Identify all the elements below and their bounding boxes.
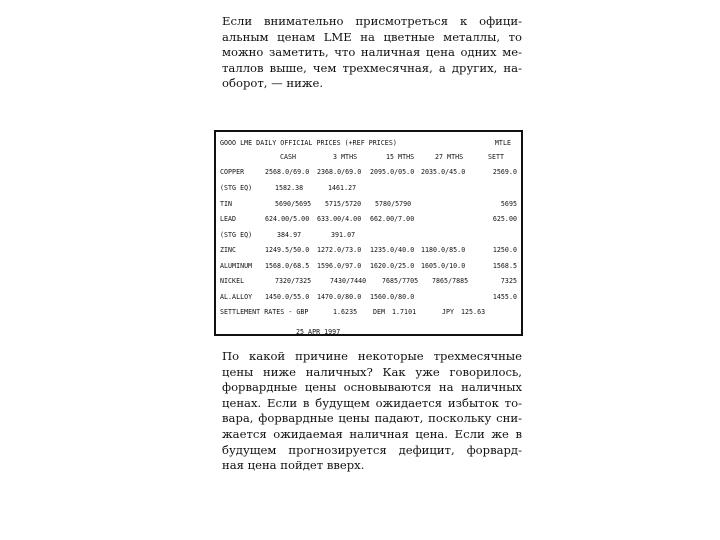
27mths-value: 7865/7885	[432, 277, 469, 285]
text-line: таллов выше, чем трехмесячная, а других, на-	[222, 60, 522, 75]
3mths-value: 7430/7440	[330, 277, 367, 285]
table-row	[220, 199, 517, 210]
row-label: (STG EQ)	[220, 184, 253, 192]
text-line: вара, форвардные цены падают, поскольку сни-	[222, 411, 522, 426]
row-label: LEAD	[220, 215, 237, 223]
table-row	[220, 230, 517, 241]
sett-value: 1455.0	[492, 293, 517, 301]
15mths-value: 1620.0/25.0	[370, 262, 415, 270]
row-label: ZINC	[220, 246, 237, 254]
cash-value: 1582.38	[275, 184, 304, 192]
3mths-value: 391.07	[331, 231, 356, 239]
text-line: ная цена пойдет вверх.	[222, 458, 365, 473]
text-line: альным ценам LME на цветные металлы, то	[222, 29, 522, 44]
sett-value: 5695	[500, 200, 517, 208]
sett-value: 1568.5	[492, 262, 517, 270]
table-row	[220, 276, 517, 287]
27mths-value: 2035.0/45.0	[421, 168, 466, 176]
cash-value: 384.97	[277, 231, 302, 239]
terminal-date-row	[220, 327, 517, 338]
column-header-15mths: 15 MTHS	[386, 153, 415, 161]
15mths-value: 662.00/7.00	[370, 215, 415, 223]
sett-value: 7325	[500, 277, 517, 285]
row-label: ALUMINUM	[220, 262, 253, 270]
text-line: будущем прогнозируется дефицит, форвард-	[222, 442, 522, 457]
row-label: AL.ALLOY	[220, 293, 253, 301]
text-line: форвардные цены основываются на наличных	[222, 380, 522, 395]
text-line: оборот, — ниже.	[222, 76, 324, 91]
dem-label: DEM	[373, 308, 386, 316]
cash-value: 624.00/5.00	[265, 215, 310, 223]
table-row	[220, 245, 517, 256]
table-row	[220, 261, 517, 272]
15mths-value: 5780/5790	[375, 200, 412, 208]
27mths-value: 1605.0/10.0	[421, 262, 466, 270]
row-label: COPPER	[220, 168, 245, 176]
3mths-value: 1461.27	[328, 184, 357, 192]
row-label: NICKEL	[220, 277, 245, 285]
3mths-value: 1272.0/73.0	[317, 246, 362, 254]
lme-prices-terminal-screen	[214, 130, 523, 336]
jpy-rate: 125.63	[461, 308, 486, 316]
cash-value: 7320/7325	[275, 277, 312, 285]
dem-rate: 1.7101	[392, 308, 417, 316]
text-line: цены ниже наличных? Как уже говорилось,	[222, 364, 522, 379]
column-header-cash: CASH	[280, 153, 297, 161]
sett-value: 1250.0	[492, 246, 517, 254]
3mths-value: 1470.0/80.0	[317, 293, 362, 301]
terminal-title-row	[220, 138, 517, 149]
3mths-value: 633.00/4.00	[317, 215, 362, 223]
cash-value: 2568.0/69.0	[265, 168, 310, 176]
text-line: жается ожидаемая наличная цена. Если же в	[222, 426, 522, 441]
jpy-label: JPY	[442, 308, 455, 316]
explanation-paragraph	[222, 349, 522, 474]
row-label: (STG EQ)	[220, 231, 253, 239]
text-line: Если внимательно присмотреться к офици-	[222, 14, 522, 28]
gbp-rate: 1.6235	[333, 308, 358, 316]
sett-value: 625.00	[492, 215, 517, 223]
text-line: ценах. Если в будущем ожидается избыток то-	[222, 395, 522, 410]
text-line: По какой причине некоторые трехмесячные	[222, 349, 522, 363]
27mths-value: 1180.0/85.0	[421, 246, 466, 254]
settlement-label: SETTLEMENT RATES - GBP	[220, 308, 309, 316]
15mths-value: 2095.0/05.0	[370, 168, 415, 176]
3mths-value: 5715/5720	[325, 200, 362, 208]
cash-value: 1249.5/50.0	[265, 246, 310, 254]
15mths-value: 1560.0/80.0	[370, 293, 415, 301]
row-label: TIN	[220, 200, 233, 208]
table-row	[220, 183, 517, 194]
15mths-value: 7685/7705	[382, 277, 419, 285]
table-row	[220, 214, 517, 225]
3mths-value: 2368.0/69.0	[317, 168, 362, 176]
column-header-sett: SETT	[488, 153, 505, 161]
intro-paragraph	[222, 14, 522, 92]
terminal-column-headers	[220, 152, 517, 163]
3mths-value: 1596.0/97.0	[317, 262, 362, 270]
terminal-date: 25 APR 1997	[296, 328, 341, 336]
settlement-rates-row	[220, 307, 517, 318]
cash-value: 1450.0/55.0	[265, 293, 310, 301]
cash-value: 5690/5695	[275, 200, 312, 208]
terminal-code: MTLE	[494, 139, 511, 147]
column-header-27mths: 27 MTHS	[435, 153, 464, 161]
sett-value: 2569.0	[492, 168, 517, 176]
text-line: можно заметить, что наличная цена одних ме-	[222, 45, 522, 60]
terminal-title: GOOO LME DAILY OFFICIAL PRICES (+REF PRICES)	[220, 139, 397, 147]
column-header-3mths: 3 MTHS	[333, 153, 358, 161]
table-row	[220, 292, 517, 303]
table-row	[220, 167, 517, 178]
cash-value: 1568.0/68.5	[265, 262, 310, 270]
15mths-value: 1235.0/40.0	[370, 246, 415, 254]
